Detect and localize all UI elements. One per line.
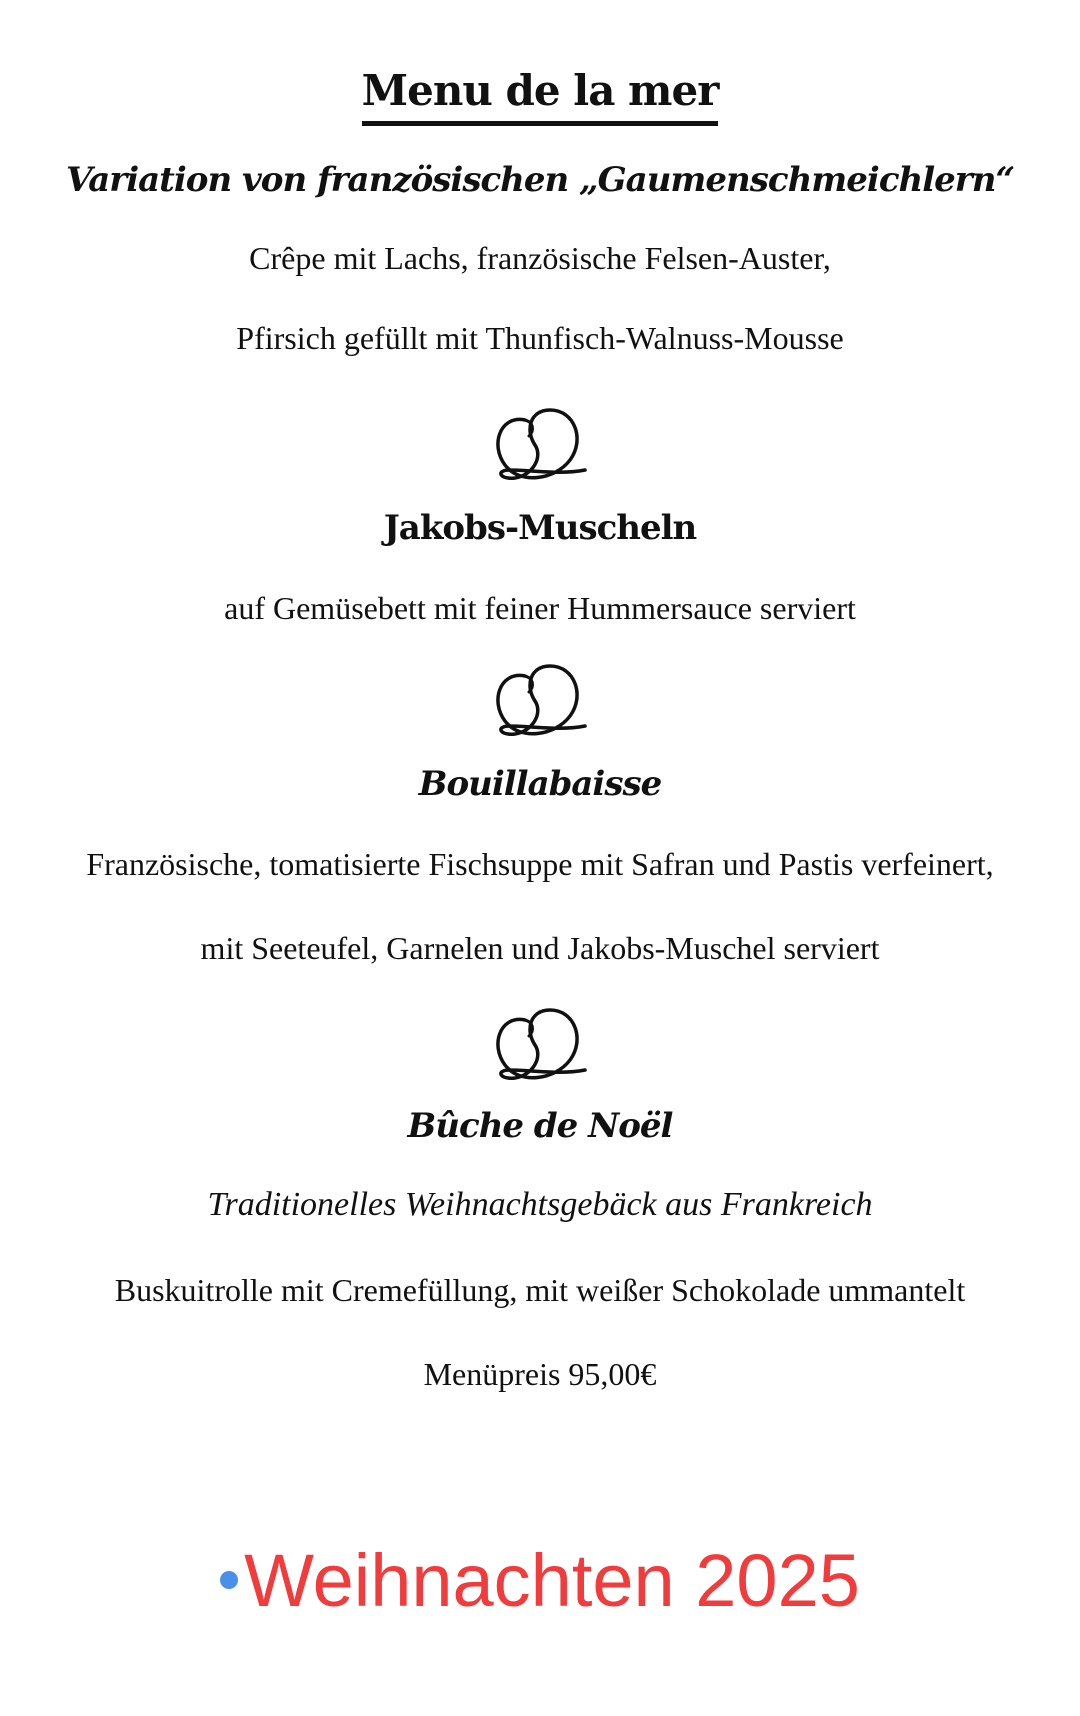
menu-title: Menu de la mer xyxy=(0,66,1080,126)
course-description-line: auf Gemüsebett mit feiner Hummersauce serviert xyxy=(224,590,856,626)
course-description-line: Traditionelles Weihnachtsgebäck aus Frankreich xyxy=(207,1186,873,1223)
footer-label: Weihnachten 2025 xyxy=(244,1539,860,1622)
course-description-line: Crêpe mit Lachs, französische Felsen-Auster, xyxy=(249,240,831,276)
flourish-ornament-icon xyxy=(485,656,595,748)
flourish-ornament-icon xyxy=(485,400,595,492)
course-heading-jakobs-muscheln: Jakobs-Muscheln xyxy=(383,508,697,548)
flourish-ornament-icon xyxy=(485,1000,595,1092)
course-heading-buche-de-noel: Bûche de Noël xyxy=(407,1106,673,1146)
course-description-line: Pfirsich gefüllt mit Thunfisch-Walnuss-Mousse xyxy=(236,320,844,356)
course-description-line: Buskuitrolle mit Cremefüllung, mit weißer Schokolade ummantelt xyxy=(114,1272,966,1308)
course-heading-variation: Variation von französischen „Gaumenschmeichlern“ xyxy=(66,160,1014,200)
footer-banner xyxy=(0,1538,1080,1623)
menu-price: Menüpreis 95,00€ xyxy=(423,1356,657,1392)
course-description-line: Französische, tomatisierte Fischsuppe mit Safran und Pastis verfeinert, xyxy=(86,846,994,882)
bullet-dot-icon xyxy=(220,1571,238,1589)
course-heading-bouillabaisse: Bouillabaisse xyxy=(418,764,662,804)
course-description-line: mit Seeteufel, Garnelen und Jakobs-Muschel serviert xyxy=(200,930,880,966)
